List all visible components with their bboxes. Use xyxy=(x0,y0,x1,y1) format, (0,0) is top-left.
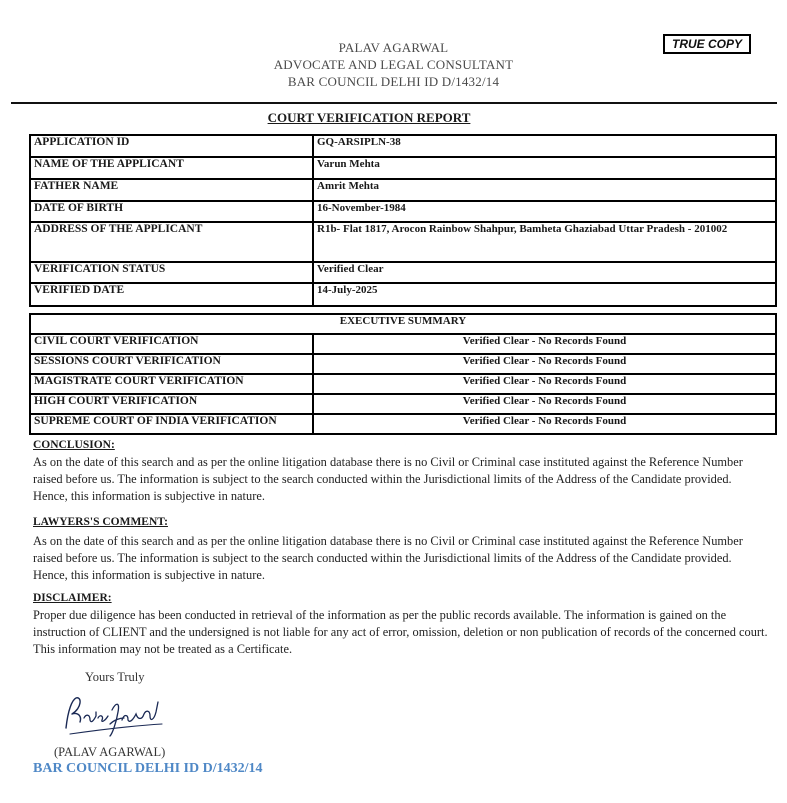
detail-value: 16-November-1984 xyxy=(313,201,776,222)
detail-label: ADDRESS OF THE APPLICANT xyxy=(30,222,313,262)
header-divider xyxy=(11,102,777,104)
detail-value: Amrit Mehta xyxy=(313,179,776,201)
detail-value: Varun Mehta xyxy=(313,157,776,179)
lawyers-comment-text: As on the date of this search and as per the online litigation database there is no Civil or Criminal case instituted against the Reference Number raised before us. The information is subject to the search conducted within the Jurisdictional limits of the Address of the Candidate provided. Hence, this information is subjective in nature. xyxy=(33,534,743,582)
table-row xyxy=(30,354,776,374)
letterhead-designation: ADVOCATE AND LEGAL CONSULTANT xyxy=(273,57,514,72)
detail-value: 14-July-2025 xyxy=(313,283,776,306)
table-row xyxy=(30,374,776,394)
detail-value: Verified Clear xyxy=(313,262,776,283)
detail-label: VERIFIED DATE xyxy=(30,283,313,306)
disclaimer-heading: DISCLAIMER: xyxy=(33,592,112,604)
summary-label: SESSIONS COURT VERIFICATION xyxy=(30,354,313,374)
summary-title: EXECUTIVE SUMMARY xyxy=(30,314,776,334)
table-row xyxy=(30,334,776,354)
true-copy-stamp: TRUE COPY xyxy=(663,34,751,54)
summary-value: Verified Clear - No Records Found xyxy=(313,394,776,414)
letterhead-bar-id: BAR COUNCIL DELHI ID D/1432/14 xyxy=(287,74,500,89)
executive-summary-table xyxy=(29,313,777,435)
lawyers-comment-heading: LAWYERS'S COMMENT: xyxy=(33,516,168,528)
table-row xyxy=(30,135,776,157)
table-row xyxy=(30,179,776,201)
detail-value: GQ-ARSIPLN-38 xyxy=(313,135,776,157)
summary-value: Verified Clear - No Records Found xyxy=(313,334,776,354)
summary-value: Verified Clear - No Records Found xyxy=(313,374,776,394)
summary-value: Verified Clear - No Records Found xyxy=(313,354,776,374)
detail-value: R1b- Flat 1817, Arocon Rainbow Shahpur, Bamheta Ghaziabad Uttar Pradesh - 201002 xyxy=(313,222,776,262)
summary-label: CIVIL COURT VERIFICATION xyxy=(30,334,313,354)
summary-label: SUPREME COURT OF INDIA VERIFICATION xyxy=(30,414,313,434)
signatory-bar-id: BAR COUNCIL DELHI ID D/1432/14 xyxy=(33,761,263,776)
table-row xyxy=(30,314,776,334)
summary-label: MAGISTRATE COURT VERIFICATION xyxy=(30,374,313,394)
signatory-name: (PALAV AGARWAL) xyxy=(54,745,166,759)
conclusion-heading: CONCLUSION: xyxy=(33,439,115,451)
signature-icon xyxy=(58,690,168,740)
detail-label: DATE OF BIRTH xyxy=(30,201,313,222)
table-row xyxy=(30,222,776,262)
disclaimer-text: Proper due diligence has been conducted in retrieval of the information as per the public records available. The information is gained on the instruction of CLIENT and the undersigned is not liable for any act of error, omission, deletion or non publication of records of the concerned court. This information may not be treated as a Certificate. xyxy=(33,608,768,656)
conclusion-text: As on the date of this search and as per the online litigation database there is no Civil or Criminal case instituted against the Reference Number raised before us. The information is subject to the search conducted within the Jurisdictional limits of the Address of the Candidate provided. Hence, this information is subjective in nature. xyxy=(33,455,743,503)
detail-label: APPLICATION ID xyxy=(30,135,313,157)
detail-label: VERIFICATION STATUS xyxy=(30,262,313,283)
applicant-details-table xyxy=(29,134,777,307)
closing-text: Yours Truly xyxy=(85,670,145,684)
table-row xyxy=(30,262,776,283)
table-row xyxy=(30,283,776,306)
detail-label: NAME OF THE APPLICANT xyxy=(30,157,313,179)
report-title: COURT VERIFICATION REPORT xyxy=(267,110,471,125)
summary-label: HIGH COURT VERIFICATION xyxy=(30,394,313,414)
summary-value: Verified Clear - No Records Found xyxy=(313,414,776,434)
detail-label: FATHER NAME xyxy=(30,179,313,201)
table-row xyxy=(30,414,776,434)
letterhead-name: PALAV AGARWAL xyxy=(338,40,449,55)
table-row xyxy=(30,394,776,414)
table-row xyxy=(30,201,776,222)
table-row xyxy=(30,157,776,179)
